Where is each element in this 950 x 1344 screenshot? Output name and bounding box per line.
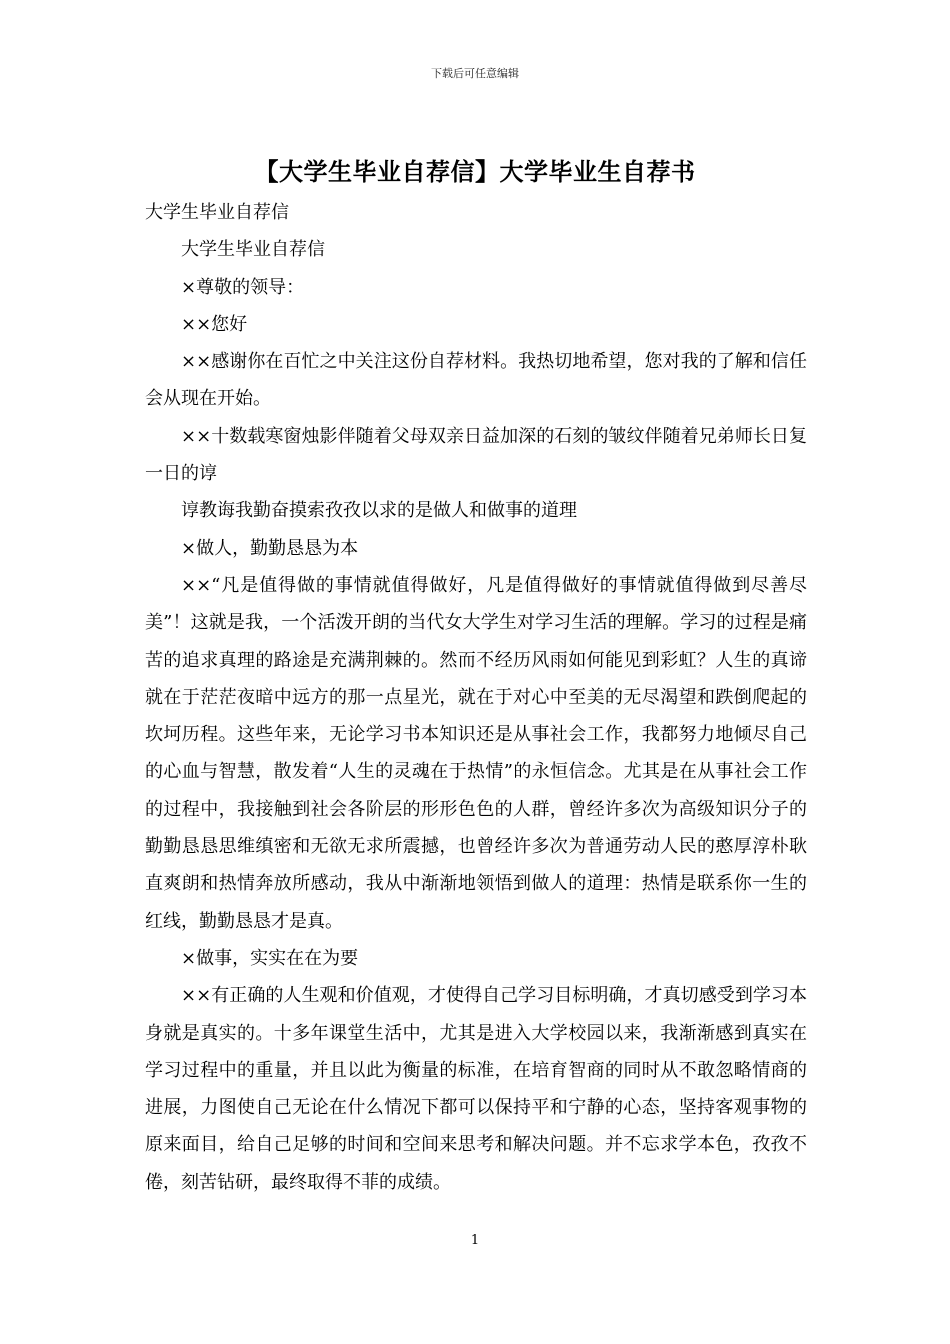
paragraph: ××十数载寒窗烛影伴随着父母双亲日益加深的石刻的皱纹伴随着兄弟师长日复一日的谆 [145,425,807,485]
paragraph: ××您好 [181,313,248,335]
paragraph: ××有正确的人生观和价值观，才使得自己学习目标明确，才真切感受到学习本身就是真实的。十多年课堂生活中，尤其是进入大学校园以来，我渐渐感到真实在学习过程中的重量，并且以此为衡量的标准，在培育智商的同时从不敢忽略情商的进展，力图使自己无论在什么情况下都可以保持平和宁静的心态，坚持客观事物的原来面目，给自己足够的时间和空间来思考和解决问题。并不忘求学本色，孜孜不倦，刻苦钻研，最终取得不菲的成绩。 [145,985,807,1193]
paragraph: ×尊敬的领导： [181,276,305,298]
page-header-note: 下载后可任意编辑 [431,67,519,80]
document-title: 【大学生毕业自荐信】大学毕业生自荐书 [254,158,696,186]
paragraph: ××感谢你在百忙之中关注这份自荐材料。我热切地希望，您对我的了解和信任会从现在开始。 [145,351,807,410]
paragraph: ×做事，实实在在为要 [181,947,359,969]
document-body [145,194,807,1201]
page-number: 1 [470,1233,480,1248]
paragraph: 谆教诲我勤奋摸索孜孜以求的是做人和做事的道理 [181,500,577,522]
paragraph: 大学生毕业自荐信 [145,202,289,223]
paragraph: ×做人，勤勤恳恳为本 [181,537,359,559]
paragraph: ××“凡是值得做的事情就值得做好，凡是值得做好的事情就值得做到尽善尽美”！这就是我，一个活泼开朗的当代女大学生对学习生活的理解。学习的过程是痛苦的追求真理的路途是充满荆棘的。然而不经历风雨如何能见到彩虹？人生的真谛就在于茫茫夜暗中远方的那一点星光，就在于对心中至美的无尽渴望和跌倒爬起的坎坷历程。这些年来，无论学习书本知识还是从事社会工作，我都努力地倾尽自己的心血与智慧，散发着“人生的灵魂在于热情”的永恒信念。尤其是在从事社会工作的过程中，我接触到社会各阶层的形形色色的人群，曾经许多次为高级知识分子的勤勤恳恳思维缜密和无欲无求所震撼，也曾经许多次为普通劳动人民的憨厚淳朴耿直爽朗和热情奔放所感动，我从中渐渐地领悟到做人的道理：热情是联系你一生的红线，勤勤恳恳才是真。 [145,574,807,932]
paragraph: 大学生毕业自荐信 [181,239,325,261]
